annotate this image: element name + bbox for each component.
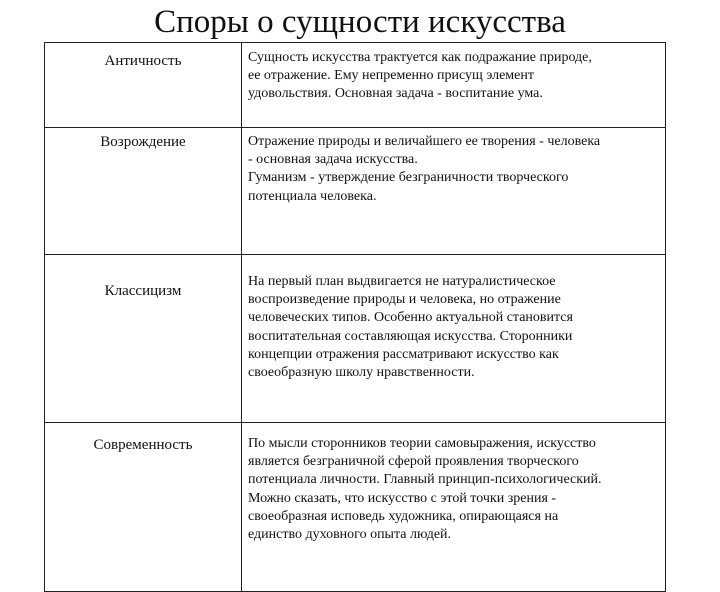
page-title: Споры о сущности искусства <box>154 4 566 40</box>
description-line: своеобразную школу нравственности. <box>248 365 475 381</box>
description-line: потенциала личности. Главный принцип-психологический. <box>248 472 602 488</box>
description-line: Отражение природы и величайшего ее творения - человека <box>248 134 601 149</box>
description-line: - основная задача искусства. <box>248 152 418 168</box>
description-cell <box>242 423 666 592</box>
description-line: единство духовного опыта людей. <box>248 527 452 543</box>
description-line: Можно сказать, что искусство с этой точки зрения - <box>248 490 557 506</box>
table-row <box>45 423 666 592</box>
description-line: воспитательная составляющая искусства. Сторонники <box>248 328 573 344</box>
description-line: своеобразная исповедь художника, опирающаяся на <box>248 508 559 524</box>
description-line: человеческих типов. Особенно актуальной становится <box>248 310 573 326</box>
table-row <box>45 43 666 128</box>
era-cell: Современность <box>45 423 242 592</box>
description-line: По мысли сторонников теории самовыражения, искусство <box>248 436 596 451</box>
description-cell <box>242 255 666 423</box>
description-cell <box>242 128 666 255</box>
description-line: концепции отражения рассматривают искусство как <box>248 346 559 362</box>
description-line: является безграничной сферой проявления творческого <box>248 454 579 470</box>
comparison-table <box>44 42 666 592</box>
era-cell: Античность <box>45 43 242 128</box>
description-line: Гуманизм - утверждение безграничности творческого <box>248 170 569 186</box>
era-cell: Возрождение <box>45 128 242 255</box>
description-line: На первый план выдвигается не натуралистическое <box>248 274 556 289</box>
description-line: Сущность искусства трактуется как подражание природе, <box>248 50 592 65</box>
description-cell <box>242 43 666 128</box>
era-cell: Классицизм <box>45 255 242 423</box>
table-row <box>45 128 666 255</box>
description-line: ее отражение. Ему непременно присущ элемент <box>248 68 534 84</box>
description-line: потенциала человека. <box>248 188 377 204</box>
description-line: воспроизведение природы и человека, но отражение <box>248 292 561 308</box>
table-row <box>45 255 666 423</box>
description-line: удовольствия. Основная задача - воспитание ума. <box>248 86 543 102</box>
